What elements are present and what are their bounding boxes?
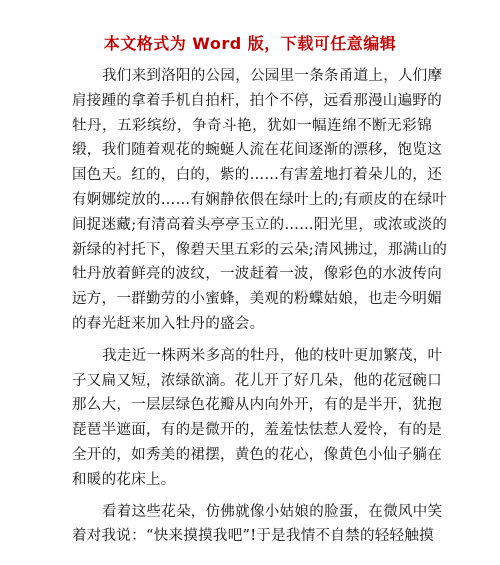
text-line: 新绿的衬托下，像碧天里五彩的云朵;清风拂过，那满山的: [72, 241, 448, 258]
text-line: 国色天。红的，白的，紫的……有害羞地打着朵儿的，还: [72, 167, 442, 184]
paragraph: [72, 64, 448, 337]
document-body: [72, 64, 448, 549]
text-line: 子又扁又短，浓绿欲滴。花儿开了好几朵，他的花冠碗口: [72, 372, 442, 389]
text-line: 牡丹放着鲜亮的波纹，一波赶着一波，像彩色的水波传向: [72, 266, 442, 283]
paragraph: [72, 344, 443, 493]
text-line: 的春光赶来加入牡丹的盛会。: [72, 315, 265, 332]
text-line: 缎，我们随着观花的蜿蜒人流在花间逐渐的漂移，饱览这: [72, 142, 442, 159]
text-line: 有婀娜绽放的……有娴静依偎在绿叶上的;有顽皮的在绿叶: [72, 191, 448, 208]
text-line: 琵琶半遮面，有的是微开的，羞羞怯怯惹人爱怜，有的是: [72, 422, 442, 439]
text-line: 远方，一群勤劳的小蜜蜂，美观的粉蝶姑娘，也走今明媚: [72, 291, 442, 308]
text-line: 和暖的花床上。: [72, 471, 176, 488]
text-line: 那么大，一层层绿色花瓣从内向外开，有的是半开，犹抱: [72, 397, 442, 414]
text-line: 牡丹，五彩缤纷，争奇斗艳，犹如一幅连绵不断无彩锦: [72, 117, 432, 134]
text-line: 看着这些花朵，仿佛就像小姑娘的脸蛋，在微风中笑: [102, 503, 443, 520]
paragraph: [72, 500, 443, 550]
text-line: 间捉迷藏;有清高着头亭亭玉立的……阳光里，或浓或淡的: [72, 216, 448, 233]
document-title: 本文格式为 Word 版，下载可任意编辑: [103, 34, 397, 53]
text-line: 我们来到洛阳的公园，公园里一条条甬道上，人们摩: [102, 68, 443, 84]
text-line: 肩接踵的拿着手机自拍杆，拍个不停，远看那漫山遍野的: [72, 92, 442, 109]
text-line: 全开的，如秀美的裙摆，黄色的花心，像黄色小仙子躺在: [72, 446, 442, 463]
text-line: 着对我说：“快来摸摸我吧”!于是我情不自禁的轻轻触摸: [72, 528, 434, 545]
text-line: 我走近一株两米多高的牡丹，他的枝叶更加繁茂，叶: [102, 347, 443, 364]
